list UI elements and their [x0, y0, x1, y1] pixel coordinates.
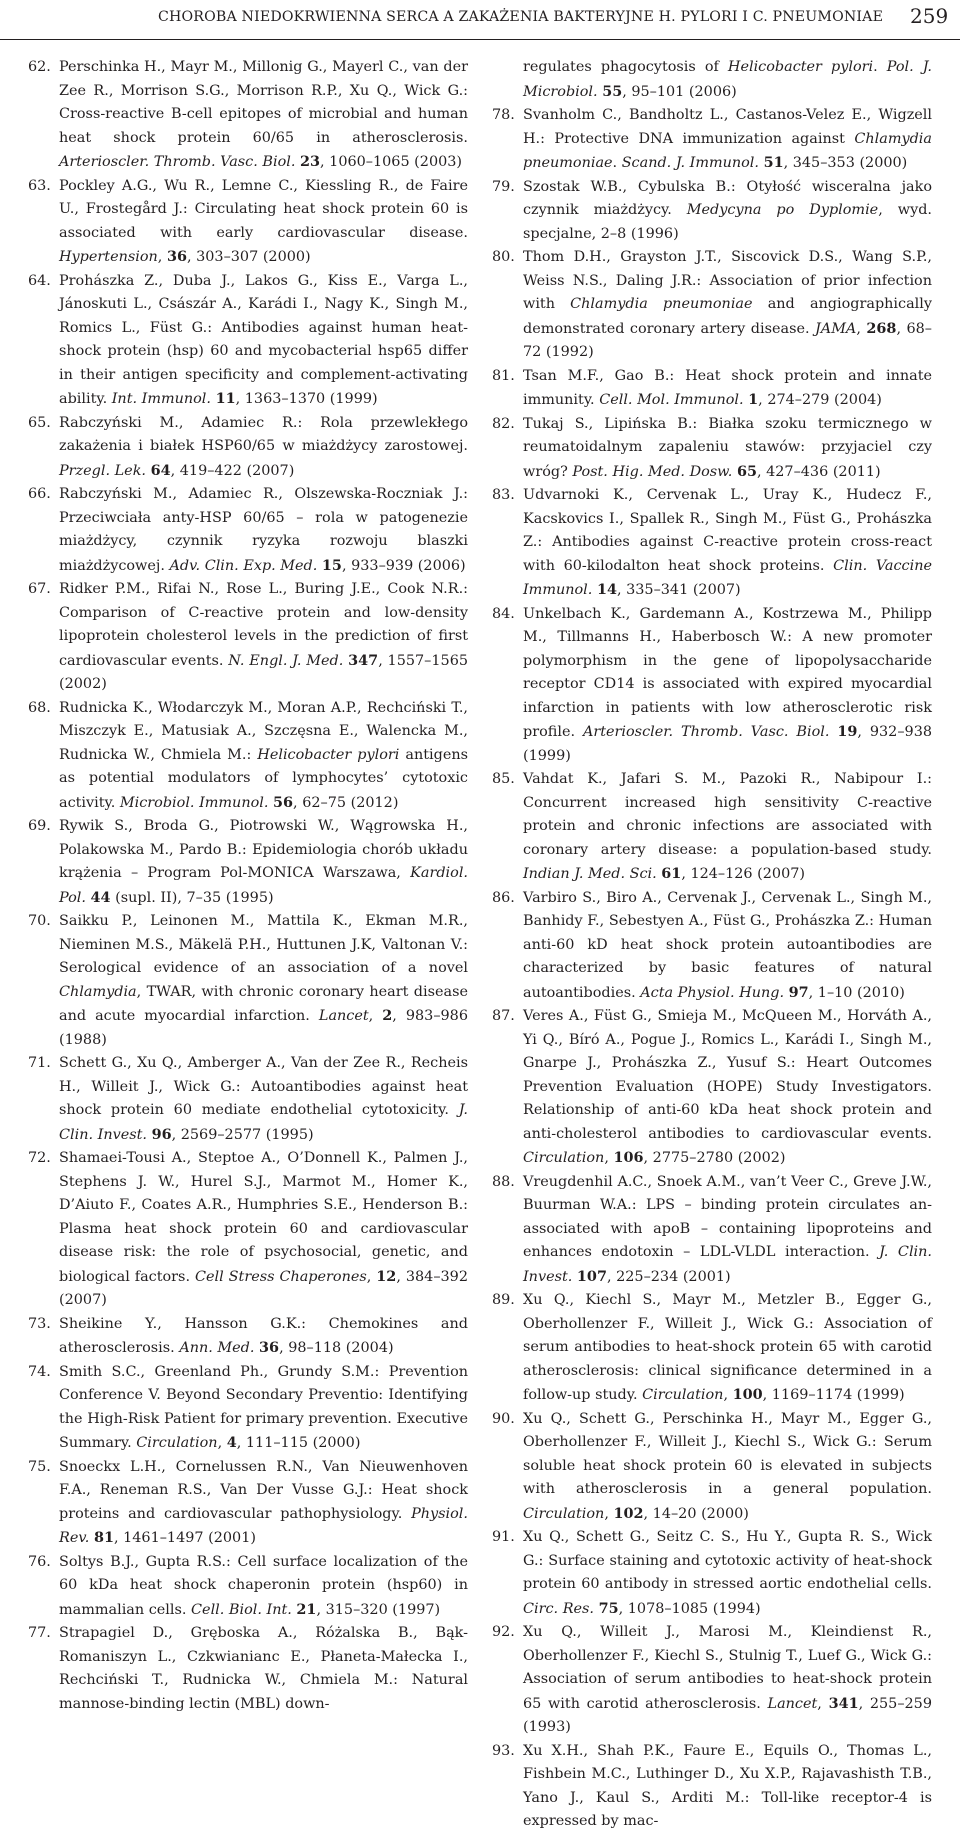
reference-text: Soltys B.J., Gupta R.S.: Cell surface localization of the 60 kDa heat shock chaperonin protein (hsp60) in mammalian cells. Cell. Biol. Int. 21, 315–320 (1997)	[59, 1553, 468, 1618]
reference-number: 86.	[492, 889, 515, 906]
reference-entry	[28, 175, 468, 270]
reference-number: 81.	[492, 367, 515, 384]
reference-number: 75.	[28, 1458, 51, 1475]
reference-text: Ridker P.M., Rifai N., Rose L., Buring J.E., Cook N.R.: Comparison of C-reactive protein and low-density lipoprotein cholesterol levels in the prediction of first cardiovascular events. N. Engl. J. Med. 347, 1557–1565 (2002)	[59, 581, 469, 692]
reference-number: 87.	[492, 1008, 515, 1024]
reference-text: Sheikine Y., Hansson G.K.: Chemokines and atherosclerosis. Ann. Med. 36, 98–118 (2004)	[59, 1315, 468, 1356]
reference-number: 72.	[28, 1150, 51, 1166]
reference-entry	[492, 484, 932, 603]
reference-number: 65.	[28, 414, 51, 431]
reference-entry	[492, 176, 932, 247]
reference-text: Varbiro S., Biro A., Cervenak J., Cervenak L., Singh M., Banhidy F., Sebestyen A., Füst G., Prohászka Z.: Human anti-60 kD heat shock protein autoantibodies are characterized by basic features of natural autoantibodies. Acta Physiol. Hung. 97, 1–10 (2010)	[523, 889, 932, 1001]
reference-text: regulates phagocytosis of Helicobacter pylori. Pol. J. Microbiol. 55, 95–101 (2006)	[523, 59, 932, 100]
reference-number: 64.	[28, 272, 51, 289]
reference-number: 85.	[492, 771, 515, 787]
reference-text: Xu Q., Schett G., Seitz C. S., Hu Y., Gupta R. S., Wick G.: Surface staining and cytotoxic activity of heat-shock protein 60 antibody in stressed aortic endothelial cells. Circ. Res. 75, 1078–1085 (1994)	[523, 1529, 932, 1617]
reference-entry	[28, 412, 468, 484]
reference-number: 82.	[492, 415, 515, 432]
reference-text: Prohászka Z., Duba J., Lakos G., Kiss E., Varga L., Jánoskuti L., Császár A., Karádi I., Nagy K., Singh M., Romics L., Füst G.: Antibodies against human heat-shock protein (hsp) 60 and mycobacterial hsp65 differ in their antigen specificity and complement-activating ability. Int. Immunol. 11, 1363–1370 (1999)	[59, 272, 468, 407]
reference-entry	[492, 1171, 932, 1290]
reference-text: Strapagiel D., Gręboska A., Różalska B., Bąk-Romaniszyn L., Czkwianianc E., Płaneta-Małecka I., Rechciński T., Rudnicka W., Chmiela M.: Natural mannose-binding lectin (MBL) down-	[59, 1625, 468, 1712]
reference-entry	[492, 1526, 932, 1621]
reference-text: Unkelbach K., Gardemann A., Kostrzewa M., Philipp M., Tillmanns H., Haberbosch W.: A new promoter polymorphism in the gene of lipopolysaccharide receptor CD14 is associated with expired myocardial infarction in patients with low atherosclerotic risk profile. Arterioscler. Thromb. Vasc. Biol. 19, 932–938 (1999)	[523, 605, 933, 764]
reference-number: 93.	[492, 1742, 515, 1759]
reference-number: 62.	[28, 59, 51, 75]
reference-entry	[492, 1740, 932, 1834]
reference-number: 80.	[492, 249, 515, 265]
reference-entry	[28, 1147, 468, 1313]
reference-entry	[492, 56, 932, 104]
reference-number: 89.	[492, 1292, 515, 1308]
page-number: 259	[910, 4, 949, 28]
reference-entry	[28, 578, 468, 697]
reference-entry	[28, 815, 468, 910]
reference-text: Veres A., Füst G., Smieja M., McQueen M., Horváth A., Yi Q., Bíró A., Pogue J., Romics L., Karádi I., Singh M., Gnarpe J., Prohászka Z., Yusuf S.: Heart Outcomes Prevention Evaluation (HOPE) Study Investigators. Relationship of anti-60 kDa heat shock protein and anti-cholesterol antibodies to cardiovascular events. Circulation, 106, 2775–2780 (2002)	[523, 1008, 932, 1166]
reference-entry	[492, 1621, 932, 1740]
reference-number: 79.	[492, 178, 515, 195]
reference-text: Tukaj S., Lipińska B.: Białka szoku termicznego w reumatoidalnym zapaleniu stawów: przyjaciel czy wróg? Post. Hig. Med. Dosw. 65, 427–436 (2011)	[523, 415, 932, 480]
reference-entry	[28, 1052, 468, 1147]
reference-text: Vreugdenhil A.C., Snoek A.M., van’t Veer C., Greve J.W., Buurman W.A.: LPS – binding protein circulates an-associated with apoB – containing lipoproteins and enhances endotoxin – LDL-VLDL interaction. J. Clin. Invest. 107, 225–234 (2001)	[523, 1173, 932, 1285]
reference-entry	[28, 1456, 468, 1551]
reference-number: 91.	[492, 1529, 515, 1545]
reference-text: Perschinka H., Mayr M., Millonig G., Mayerl C., van der Zee R., Morrison S.G., Morrison R.P., Xu Q., Wick G.: Cross-reactive B-cell epitopes of microbial and human heat shock protein 60/65 in atherosclerosis. Arterioscler. Thromb. Vasc. Biol. 23, 1060–1065 (2003)	[59, 59, 468, 170]
reference-number: 63.	[28, 177, 51, 194]
reference-text: Xu X.H., Shah P.K., Faure E., Equils O., Thomas L., Fishbein M.C., Luthinger D., Xu X.P., Rajavashisth T.B., Yano J., Kaul S., Arditi M.: Toll-like receptor-4 is expressed by mac-	[523, 1742, 932, 1829]
reference-entry	[492, 1005, 932, 1171]
reference-entry	[28, 697, 468, 816]
header-rule	[0, 39, 960, 40]
reference-entry	[28, 1622, 468, 1716]
reference-text: Rywik S., Broda G., Piotrowski W., Wągrowska H., Polakowska M., Pardo B.: Epidemiologia chorób układu krążenia – Program Pol-MONICA Warszawa, Kardiol. Pol. 44 (supl. II), 7–35 (1995)	[59, 818, 468, 906]
reference-entry	[492, 603, 932, 769]
reference-text: Pockley A.G., Wu R., Lemne C., Kiessling R., de Faire U., Frostegård J.: Circulating heat shock protein 60 is associated with early cardiovascular disease. Hypertension, 36, 303–307 (2000)	[59, 177, 468, 265]
reference-number: 69.	[28, 818, 51, 834]
reference-number: 71.	[28, 1055, 51, 1071]
reference-entry	[28, 270, 468, 412]
reference-number: 73.	[28, 1315, 51, 1332]
reference-text: Rabczyński M., Adamiec R., Olszewska-Roczniak J.: Przeciwciała anty-HSP 60/65 – rola w patogenezie miażdżycy, czynnik ryzyka rozwoju blaszki miażdżycowej. Adv. Clin. Exp. Med. 15, 933–939 (2006)	[59, 486, 468, 574]
reference-entry	[28, 1361, 468, 1456]
running-title: CHOROBA NIEDOKRWIENNA SERCA A ZAKAŻENIA BAKTERYJNE H. PYLORI I C. PNEUMONIAE	[158, 9, 884, 25]
reference-text: Shamaei-Tousi A., Steptoe A., O’Donnell K., Palmen J., Stephens J. W., Hurel S.J., Marmot M., Homer K., D’Aiuto F., Coates A.R., Humphries S.E., Henderson B.: Plasma heat shock protein 60 and cardiovascular disease risk: the role of psychosocial, genetic, and biological factors. Cell Stress Chaperones, 12, 384–392 (2007)	[59, 1150, 468, 1308]
reference-text: Xu Q., Willeit J., Marosi M., Kleindienst R., Oberhollenzer F., Kiechl S., Stulnig T., Luef G., Wick G.: Association of serum antibodies to heat-shock protein 65 with carotid atherosclerosis. Lancet, 341, 255–259 (1993)	[523, 1624, 932, 1735]
reference-entry	[492, 246, 932, 365]
reference-text: Xu Q., Schett G., Perschinka H., Mayr M., Egger G., Oberhollenzer F., Willeit J., Kiechl S., Wick G.: Serum soluble heat shock protein 60 is elevated in subjects with atherosclerosis in a general population. Circulation, 102, 14–20 (2000)	[523, 1410, 932, 1522]
references-right-column	[492, 56, 932, 1834]
reference-number: 84.	[492, 605, 515, 622]
reference-entry	[492, 413, 932, 485]
reference-text: Smith S.C., Greenland Ph., Grundy S.M.: Prevention Conference V. Beyond Secondary Preventio: Identifying the High-Risk Patient for primary prevention. Executive Summary. Circulation, 4, 111–115 (2000)	[59, 1363, 468, 1451]
reference-number: 90.	[492, 1410, 515, 1427]
reference-entry	[492, 1289, 932, 1408]
page-header	[0, 0, 960, 40]
reference-text: Vahdat K., Jafari S. M., Pazoki R., Nabipour I.: Concurrent increased high sensitivity C-reactive protein and chronic infections are associated with coronary artery disease: a population-based study. Indian J. Med. Sci. 61, 124–126 (2007)	[523, 771, 932, 882]
reference-text: Rudnicka K., Włodarczyk M., Moran A.P., Rechciński T., Miszczyk E., Matusiak A., Szczęsna E., Walencka M., Rudnicka W., Chmiela M.: Helicobacter pylori antigens as potential modulators of lymphocytes’ cytotoxic activity. Microbiol. Immunol. 56, 62–75 (2012)	[59, 699, 468, 811]
reference-number: 67.	[28, 581, 51, 597]
reference-entry	[28, 1551, 468, 1623]
reference-text: Saikku P., Leinonen M., Mattila K., Ekman M.R., Nieminen M.S., Mäkelä P.H., Huttunen J.K, Valtonan V.: Serological evidence of an association of a novel Chlamydia, TWAR, with chronic coronary heart disease and acute myocardial infarction. Lancet, 2, 983–986 (1988)	[59, 913, 468, 1048]
reference-text: Schett G., Xu Q., Amberger A., Van der Zee R., Recheis H., Willeit J., Wick G.: Autoantibodies against heat shock protein 60 mediate endothelial cytotoxicity. J. Clin. Invest. 96, 2569–2577 (1995)	[59, 1055, 468, 1143]
reference-number: 76.	[28, 1553, 51, 1570]
reference-text: Xu Q., Kiechl S., Mayr M., Metzler B., Egger G., Oberhollenzer F., Willeit J., Wick G.: Association of serum antibodies to heat-shock protein 65 with carotid atherosclerosis: clinical significance determined in a follow-up study. Circulation, 100, 1169–1174 (1999)	[523, 1292, 932, 1403]
reference-text: Snoeckx L.H., Cornelussen R.N., Van Nieuwenhoven F.A., Reneman R.S., Van Der Vusse G.J.: Heat shock proteins and cardiovascular pathophysiology. Physiol. Rev. 81, 1461–1497 (2001)	[59, 1458, 468, 1546]
reference-text: Tsan M.F., Gao B.: Heat shock protein and innate immunity. Cell. Mol. Immunol. 1, 274–279 (2004)	[523, 367, 932, 408]
reference-text: Udvarnoki K., Cervenak L., Uray K., Hudecz F., Kacskovics I., Spallek R., Singh M., Füst G., Prohászka Z.: Antibodies against C-reactive protein cross-react with 60-kilodalton heat shock proteins. Clin. Vaccine Immunol. 14, 335–341 (2007)	[523, 487, 933, 598]
reference-number: 68.	[28, 699, 51, 716]
reference-number: 66.	[28, 486, 51, 502]
reference-entry	[492, 768, 932, 887]
reference-text: Thom D.H., Grayston J.T., Siscovick D.S., Wang S.P., Weiss N.S., Daling J.R.: Association of prior infection with Chlamydia pneumoniae and angiographically demonstrated coronary artery disease. JAMA, 268, 68–72 (1992)	[523, 249, 932, 360]
reference-entry	[28, 910, 468, 1052]
references-left-column	[28, 56, 468, 1716]
reference-entry	[28, 1313, 468, 1361]
reference-entry	[28, 56, 468, 175]
reference-entry	[492, 104, 932, 176]
reference-number: 74.	[28, 1363, 51, 1380]
reference-entry	[492, 365, 932, 413]
reference-entry	[492, 1408, 932, 1527]
reference-entry	[28, 483, 468, 578]
reference-text: Svanholm C., Bandholtz L., Castanos-Velez E., Wigzell H.: Protective DNA immunization against Chlamydia pneumoniae. Scand. J. Immunol. 51, 345–353 (2000)	[523, 107, 932, 171]
reference-number: 83.	[492, 487, 515, 503]
reference-text: Szostak W.B., Cybulska B.: Otyłość wisceralna jako czynnik miażdżycy. Medycyna po Dyplomie, wyd. specjalne, 2–8 (1996)	[523, 178, 932, 242]
reference-text: Rabczyński M., Adamiec R.: Rola przewlekłego zakażenia i białek HSP60/65 w miażdżycy zarostowej. Przegl. Lek. 64, 419–422 (2007)	[59, 414, 468, 479]
reference-number: 78.	[492, 107, 515, 123]
reference-number: 77.	[28, 1625, 51, 1641]
reference-number: 70.	[28, 913, 51, 929]
reference-number: 92.	[492, 1624, 515, 1640]
reference-entry	[492, 887, 932, 1006]
reference-number: 88.	[492, 1173, 515, 1190]
